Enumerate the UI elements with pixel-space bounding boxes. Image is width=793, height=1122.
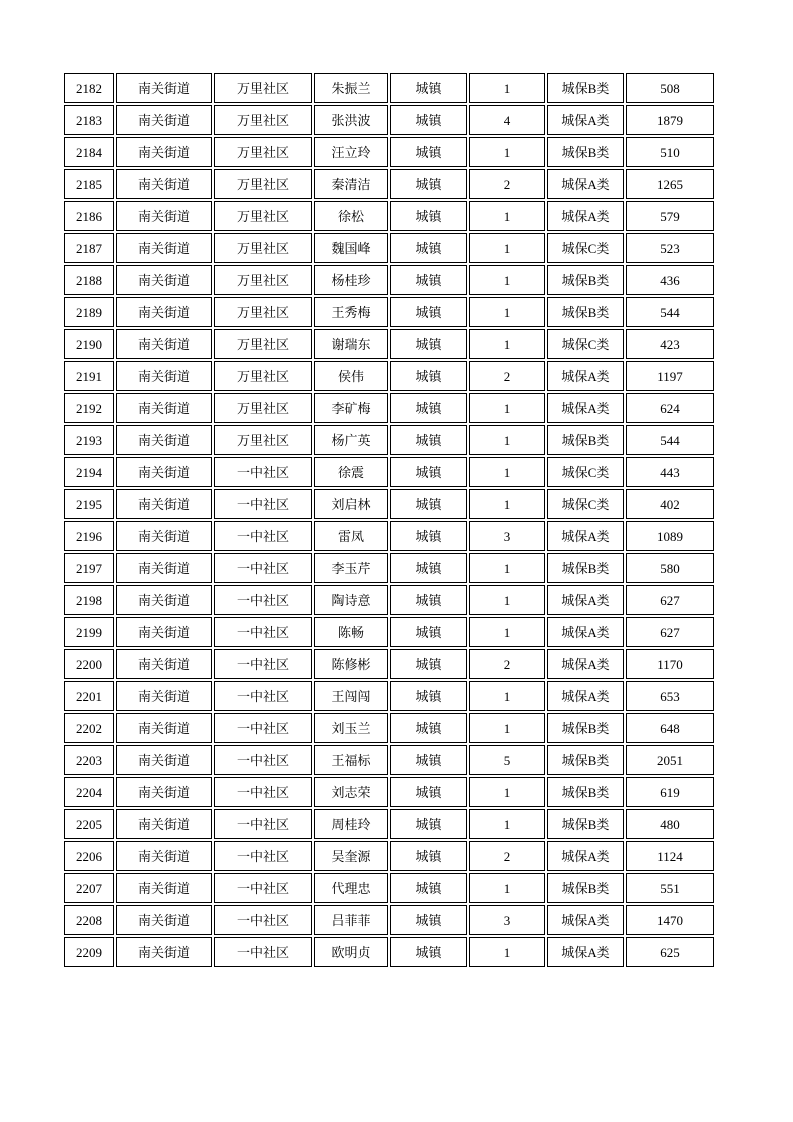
- cell-community: 万里社区: [214, 105, 312, 135]
- cell-street: 南关街道: [116, 681, 212, 711]
- cell-community: 一中社区: [214, 681, 312, 711]
- cell-amount: 402: [626, 489, 714, 519]
- cell-amount: 551: [626, 873, 714, 903]
- table-row: [64, 169, 714, 199]
- cell-amount: 624: [626, 393, 714, 423]
- table-row: [64, 105, 714, 135]
- cell-household-type: 城镇: [390, 425, 467, 455]
- cell-person-count: 2: [469, 169, 545, 199]
- cell-amount: 1470: [626, 905, 714, 935]
- cell-sequence-number: 2192: [64, 393, 114, 423]
- cell-person-count: 1: [469, 265, 545, 295]
- cell-insurance-category: 城保A类: [547, 937, 624, 967]
- cell-household-type: 城镇: [390, 201, 467, 231]
- cell-insurance-category: 城保A类: [547, 393, 624, 423]
- cell-person-count: 1: [469, 425, 545, 455]
- cell-street: 南关街道: [116, 745, 212, 775]
- cell-insurance-category: 城保B类: [547, 297, 624, 327]
- cell-insurance-category: 城保B类: [547, 73, 624, 103]
- cell-person-count: 2: [469, 361, 545, 391]
- cell-person-name: 刘启林: [314, 489, 388, 519]
- cell-person-count: 1: [469, 73, 545, 103]
- cell-amount: 625: [626, 937, 714, 967]
- cell-amount: 1170: [626, 649, 714, 679]
- table-row: [64, 297, 714, 327]
- table-row: [64, 201, 714, 231]
- cell-sequence-number: 2202: [64, 713, 114, 743]
- cell-person-name: 王闯闯: [314, 681, 388, 711]
- cell-sequence-number: 2188: [64, 265, 114, 295]
- cell-community: 万里社区: [214, 425, 312, 455]
- cell-insurance-category: 城保B类: [547, 137, 624, 167]
- cell-sequence-number: 2196: [64, 521, 114, 551]
- cell-street: 南关街道: [116, 73, 212, 103]
- cell-person-count: 1: [469, 937, 545, 967]
- cell-person-name: 魏国峰: [314, 233, 388, 263]
- cell-person-count: 4: [469, 105, 545, 135]
- cell-sequence-number: 2208: [64, 905, 114, 935]
- table-row: [64, 681, 714, 711]
- cell-insurance-category: 城保A类: [547, 361, 624, 391]
- cell-sequence-number: 2191: [64, 361, 114, 391]
- cell-amount: 523: [626, 233, 714, 263]
- cell-person-name: 吕菲菲: [314, 905, 388, 935]
- cell-amount: 2051: [626, 745, 714, 775]
- cell-person-name: 王福标: [314, 745, 388, 775]
- cell-amount: 544: [626, 425, 714, 455]
- cell-household-type: 城镇: [390, 297, 467, 327]
- cell-person-name: 杨桂珍: [314, 265, 388, 295]
- cell-household-type: 城镇: [390, 585, 467, 615]
- cell-community: 万里社区: [214, 297, 312, 327]
- cell-amount: 544: [626, 297, 714, 327]
- cell-person-name: 吴奎源: [314, 841, 388, 871]
- cell-community: 一中社区: [214, 457, 312, 487]
- cell-insurance-category: 城保B类: [547, 553, 624, 583]
- cell-sequence-number: 2187: [64, 233, 114, 263]
- cell-amount: 619: [626, 777, 714, 807]
- cell-sequence-number: 2193: [64, 425, 114, 455]
- cell-community: 一中社区: [214, 777, 312, 807]
- table-body: [64, 73, 714, 967]
- cell-sequence-number: 2183: [64, 105, 114, 135]
- cell-person-count: 1: [469, 457, 545, 487]
- cell-street: 南关街道: [116, 233, 212, 263]
- cell-insurance-category: 城保A类: [547, 521, 624, 551]
- cell-community: 一中社区: [214, 905, 312, 935]
- cell-sequence-number: 2201: [64, 681, 114, 711]
- cell-community: 一中社区: [214, 745, 312, 775]
- cell-person-count: 1: [469, 617, 545, 647]
- cell-amount: 648: [626, 713, 714, 743]
- cell-sequence-number: 2203: [64, 745, 114, 775]
- cell-community: 一中社区: [214, 585, 312, 615]
- cell-community: 一中社区: [214, 553, 312, 583]
- table-row: [64, 361, 714, 391]
- cell-person-count: 1: [469, 873, 545, 903]
- cell-insurance-category: 城保A类: [547, 169, 624, 199]
- cell-street: 南关街道: [116, 521, 212, 551]
- cell-street: 南关街道: [116, 617, 212, 647]
- cell-person-name: 雷凤: [314, 521, 388, 551]
- cell-amount: 443: [626, 457, 714, 487]
- cell-insurance-category: 城保C类: [547, 329, 624, 359]
- cell-insurance-category: 城保A类: [547, 201, 624, 231]
- cell-insurance-category: 城保B类: [547, 713, 624, 743]
- table-row: [64, 745, 714, 775]
- cell-street: 南关街道: [116, 105, 212, 135]
- cell-person-count: 1: [469, 585, 545, 615]
- cell-household-type: 城镇: [390, 521, 467, 551]
- cell-street: 南关街道: [116, 841, 212, 871]
- cell-insurance-category: 城保B类: [547, 425, 624, 455]
- cell-household-type: 城镇: [390, 105, 467, 135]
- cell-household-type: 城镇: [390, 73, 467, 103]
- cell-community: 一中社区: [214, 489, 312, 519]
- cell-insurance-category: 城保A类: [547, 617, 624, 647]
- cell-insurance-category: 城保A类: [547, 841, 624, 871]
- cell-sequence-number: 2200: [64, 649, 114, 679]
- table-row: [64, 329, 714, 359]
- cell-person-count: 1: [469, 137, 545, 167]
- cell-street: 南关街道: [116, 937, 212, 967]
- cell-amount: 510: [626, 137, 714, 167]
- cell-community: 万里社区: [214, 201, 312, 231]
- table-row: [64, 521, 714, 551]
- table-row: [64, 393, 714, 423]
- cell-street: 南关街道: [116, 201, 212, 231]
- cell-community: 一中社区: [214, 937, 312, 967]
- cell-street: 南关街道: [116, 585, 212, 615]
- cell-insurance-category: 城保A类: [547, 585, 624, 615]
- table-row: [64, 777, 714, 807]
- cell-household-type: 城镇: [390, 393, 467, 423]
- table-row: [64, 841, 714, 871]
- cell-household-type: 城镇: [390, 713, 467, 743]
- cell-person-name: 徐松: [314, 201, 388, 231]
- cell-amount: 508: [626, 73, 714, 103]
- cell-amount: 480: [626, 809, 714, 839]
- cell-person-name: 汪立玲: [314, 137, 388, 167]
- cell-person-name: 朱振兰: [314, 73, 388, 103]
- cell-person-name: 陶诗意: [314, 585, 388, 615]
- cell-sequence-number: 2186: [64, 201, 114, 231]
- cell-amount: 627: [626, 617, 714, 647]
- cell-amount: 1124: [626, 841, 714, 871]
- cell-insurance-category: 城保B类: [547, 745, 624, 775]
- cell-household-type: 城镇: [390, 169, 467, 199]
- cell-amount: 436: [626, 265, 714, 295]
- cell-street: 南关街道: [116, 489, 212, 519]
- cell-person-count: 1: [469, 553, 545, 583]
- cell-sequence-number: 2184: [64, 137, 114, 167]
- cell-household-type: 城镇: [390, 905, 467, 935]
- cell-person-name: 李矿梅: [314, 393, 388, 423]
- cell-person-count: 3: [469, 905, 545, 935]
- cell-person-count: 1: [469, 393, 545, 423]
- cell-household-type: 城镇: [390, 809, 467, 839]
- cell-street: 南关街道: [116, 137, 212, 167]
- cell-household-type: 城镇: [390, 777, 467, 807]
- cell-sequence-number: 2194: [64, 457, 114, 487]
- table-row: [64, 489, 714, 519]
- table-row: [64, 457, 714, 487]
- cell-insurance-category: 城保A类: [547, 649, 624, 679]
- cell-person-name: 代理忠: [314, 873, 388, 903]
- table-row: [64, 905, 714, 935]
- cell-person-count: 1: [469, 489, 545, 519]
- cell-household-type: 城镇: [390, 745, 467, 775]
- cell-street: 南关街道: [116, 905, 212, 935]
- cell-street: 南关街道: [116, 169, 212, 199]
- cell-person-count: 1: [469, 777, 545, 807]
- cell-amount: 1879: [626, 105, 714, 135]
- cell-street: 南关街道: [116, 297, 212, 327]
- cell-sequence-number: 2198: [64, 585, 114, 615]
- table-row: [64, 233, 714, 263]
- cell-amount: 653: [626, 681, 714, 711]
- cell-sequence-number: 2205: [64, 809, 114, 839]
- cell-person-count: 2: [469, 649, 545, 679]
- cell-insurance-category: 城保C类: [547, 489, 624, 519]
- table-row: [64, 617, 714, 647]
- cell-insurance-category: 城保B类: [547, 873, 624, 903]
- cell-household-type: 城镇: [390, 265, 467, 295]
- cell-street: 南关街道: [116, 649, 212, 679]
- cell-insurance-category: 城保B类: [547, 777, 624, 807]
- cell-household-type: 城镇: [390, 137, 467, 167]
- cell-person-name: 陈修彬: [314, 649, 388, 679]
- cell-household-type: 城镇: [390, 457, 467, 487]
- cell-street: 南关街道: [116, 265, 212, 295]
- cell-community: 一中社区: [214, 617, 312, 647]
- cell-person-name: 侯伟: [314, 361, 388, 391]
- cell-amount: 627: [626, 585, 714, 615]
- cell-amount: 423: [626, 329, 714, 359]
- cell-amount: 1197: [626, 361, 714, 391]
- cell-sequence-number: 2207: [64, 873, 114, 903]
- cell-person-count: 1: [469, 681, 545, 711]
- cell-street: 南关街道: [116, 361, 212, 391]
- cell-sequence-number: 2206: [64, 841, 114, 871]
- cell-person-name: 刘玉兰: [314, 713, 388, 743]
- cell-street: 南关街道: [116, 393, 212, 423]
- cell-community: 一中社区: [214, 873, 312, 903]
- table-row: [64, 937, 714, 967]
- cell-amount: 1089: [626, 521, 714, 551]
- cell-person-count: 1: [469, 329, 545, 359]
- cell-person-name: 刘志荣: [314, 777, 388, 807]
- table-row: [64, 137, 714, 167]
- cell-community: 一中社区: [214, 713, 312, 743]
- cell-sequence-number: 2185: [64, 169, 114, 199]
- cell-sequence-number: 2195: [64, 489, 114, 519]
- table-row: [64, 425, 714, 455]
- cell-person-count: 3: [469, 521, 545, 551]
- cell-street: 南关街道: [116, 713, 212, 743]
- table-row: [64, 713, 714, 743]
- cell-community: 一中社区: [214, 841, 312, 871]
- cell-sequence-number: 2182: [64, 73, 114, 103]
- cell-person-name: 周桂玲: [314, 809, 388, 839]
- cell-community: 一中社区: [214, 649, 312, 679]
- cell-person-name: 李玉芹: [314, 553, 388, 583]
- cell-sequence-number: 2190: [64, 329, 114, 359]
- cell-community: 万里社区: [214, 233, 312, 263]
- cell-community: 万里社区: [214, 73, 312, 103]
- table-row: [64, 809, 714, 839]
- cell-sequence-number: 2189: [64, 297, 114, 327]
- cell-person-name: 欧明贞: [314, 937, 388, 967]
- table-row: [64, 553, 714, 583]
- cell-person-count: 5: [469, 745, 545, 775]
- cell-street: 南关街道: [116, 873, 212, 903]
- cell-insurance-category: 城保C类: [547, 233, 624, 263]
- cell-street: 南关街道: [116, 457, 212, 487]
- cell-sequence-number: 2197: [64, 553, 114, 583]
- cell-street: 南关街道: [116, 553, 212, 583]
- cell-person-name: 徐震: [314, 457, 388, 487]
- cell-street: 南关街道: [116, 777, 212, 807]
- cell-insurance-category: 城保A类: [547, 681, 624, 711]
- table-row: [64, 265, 714, 295]
- cell-person-count: 1: [469, 201, 545, 231]
- cell-person-name: 张洪波: [314, 105, 388, 135]
- cell-community: 一中社区: [214, 521, 312, 551]
- table-row: [64, 73, 714, 103]
- cell-household-type: 城镇: [390, 841, 467, 871]
- cell-person-name: 陈畅: [314, 617, 388, 647]
- cell-person-name: 杨广英: [314, 425, 388, 455]
- cell-community: 万里社区: [214, 393, 312, 423]
- cell-insurance-category: 城保A类: [547, 105, 624, 135]
- cell-amount: 1265: [626, 169, 714, 199]
- cell-insurance-category: 城保B类: [547, 809, 624, 839]
- cell-household-type: 城镇: [390, 553, 467, 583]
- table-row: [64, 873, 714, 903]
- cell-sequence-number: 2209: [64, 937, 114, 967]
- cell-household-type: 城镇: [390, 937, 467, 967]
- cell-community: 万里社区: [214, 329, 312, 359]
- cell-household-type: 城镇: [390, 873, 467, 903]
- cell-community: 万里社区: [214, 169, 312, 199]
- insurance-roster-table: [62, 71, 716, 969]
- cell-amount: 580: [626, 553, 714, 583]
- cell-household-type: 城镇: [390, 233, 467, 263]
- cell-community: 一中社区: [214, 809, 312, 839]
- table-row: [64, 585, 714, 615]
- cell-sequence-number: 2204: [64, 777, 114, 807]
- cell-household-type: 城镇: [390, 361, 467, 391]
- cell-street: 南关街道: [116, 425, 212, 455]
- cell-household-type: 城镇: [390, 489, 467, 519]
- cell-sequence-number: 2199: [64, 617, 114, 647]
- cell-household-type: 城镇: [390, 649, 467, 679]
- cell-person-count: 1: [469, 297, 545, 327]
- table-row: [64, 649, 714, 679]
- cell-amount: 579: [626, 201, 714, 231]
- cell-household-type: 城镇: [390, 329, 467, 359]
- cell-household-type: 城镇: [390, 681, 467, 711]
- cell-insurance-category: 城保C类: [547, 457, 624, 487]
- cell-community: 万里社区: [214, 265, 312, 295]
- cell-person-count: 1: [469, 713, 545, 743]
- cell-person-name: 谢瑞东: [314, 329, 388, 359]
- cell-person-name: 王秀梅: [314, 297, 388, 327]
- cell-insurance-category: 城保B类: [547, 265, 624, 295]
- cell-insurance-category: 城保A类: [547, 905, 624, 935]
- cell-person-count: 1: [469, 809, 545, 839]
- cell-person-count: 1: [469, 233, 545, 263]
- cell-household-type: 城镇: [390, 617, 467, 647]
- cell-person-name: 秦清洁: [314, 169, 388, 199]
- cell-street: 南关街道: [116, 809, 212, 839]
- cell-community: 万里社区: [214, 137, 312, 167]
- cell-person-count: 2: [469, 841, 545, 871]
- cell-community: 万里社区: [214, 361, 312, 391]
- cell-street: 南关街道: [116, 329, 212, 359]
